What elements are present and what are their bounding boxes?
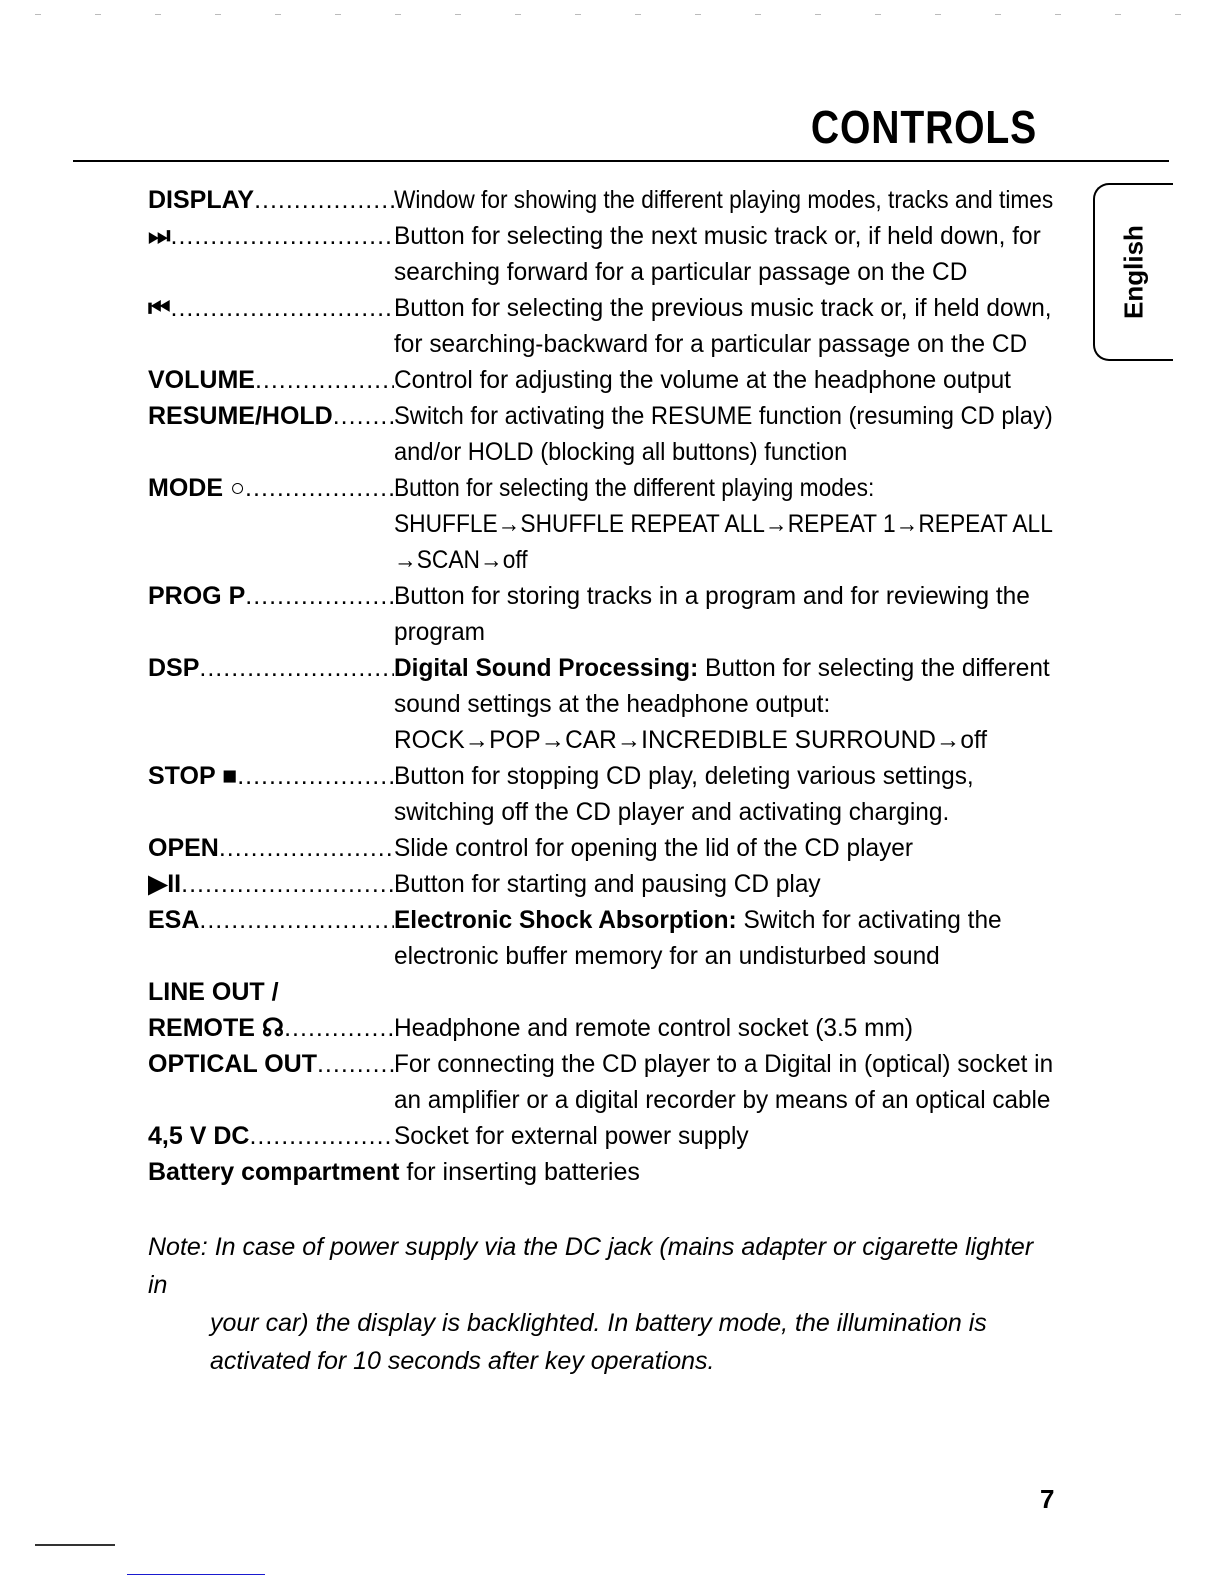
- control-description: [394, 650, 1068, 758]
- description-line: [394, 938, 1053, 974]
- control-term-label: OPTICAL OUT: [148, 1050, 317, 1078]
- control-description: [394, 290, 1068, 362]
- description-text: and/or HOLD (blocking all buttons) function: [394, 438, 848, 466]
- scan-artifact-line: [127, 1574, 265, 1575]
- control-term-label: DISPLAY: [148, 186, 255, 214]
- control-entry: [148, 866, 1068, 902]
- battery-description: for inserting batteries: [399, 1158, 640, 1186]
- dot-leader: [333, 398, 394, 470]
- control-description: [394, 830, 1068, 866]
- description-text: SHUFFLE→SHUFFLE REPEAT ALL→REPEAT 1→REPEAT ALL: [394, 510, 1053, 538]
- description-line: [394, 830, 1053, 866]
- control-term-label: MODE ○: [148, 474, 246, 502]
- dot-leader: [237, 758, 394, 830]
- previous-track-icon: ⏮: [148, 294, 171, 322]
- control-description: [394, 758, 1068, 830]
- description-line: [394, 434, 1053, 470]
- control-term: [148, 290, 394, 362]
- control-term: [148, 1010, 394, 1046]
- page-title: CONTROLS: [810, 101, 1037, 153]
- dot-leader: [171, 218, 394, 290]
- control-entry: [148, 398, 1068, 470]
- control-entry: [148, 1010, 1068, 1046]
- control-description: [394, 218, 1068, 290]
- control-entry: [148, 218, 1068, 290]
- description-text: Button for selecting the next music track or, if held down, for: [394, 222, 1041, 250]
- description-line: [394, 1118, 1053, 1154]
- description-line: [394, 578, 1053, 614]
- control-term-label: 4,5 V DC: [148, 1122, 250, 1150]
- control-description: [394, 578, 1068, 650]
- control-entry: [148, 758, 1068, 830]
- description-text: ROCK→POP→CAR→INCREDIBLE SURROUND→off: [394, 726, 988, 754]
- description-text: Button for selecting the different playing modes:: [394, 474, 875, 502]
- control-entry: [148, 290, 1068, 362]
- description-text: Switch for activating the RESUME function (resuming CD play): [394, 402, 1053, 430]
- description-line: [394, 470, 1053, 506]
- description-text: Window for showing the different playing modes, tracks and times: [394, 186, 1054, 214]
- description-text: Control for adjusting the volume at the headphone output: [394, 366, 1011, 394]
- description-text: an amplifier or a digital recorder by means of an optical cable: [394, 1086, 1051, 1114]
- next-track-icon: ⏭: [148, 222, 171, 250]
- dot-leader: [254, 182, 394, 218]
- play-pause-icon: ▶II: [148, 870, 182, 898]
- control-term-label: OPEN: [148, 834, 219, 862]
- description-bold-prefix: Electronic Shock Absorption:: [394, 906, 737, 934]
- description-text: [394, 978, 401, 1006]
- description-line: [394, 686, 1053, 722]
- description-text: electronic buffer memory for an undisturbed sound: [394, 942, 940, 970]
- control-entry: [148, 902, 1068, 974]
- description-line: [394, 254, 1053, 290]
- control-entry: [148, 182, 1068, 218]
- control-description: [394, 398, 1089, 470]
- control-term-label: DSP: [148, 654, 200, 682]
- description-text: switching off the CD player and activating charging.: [394, 798, 950, 826]
- control-term: [148, 650, 394, 758]
- description-text: Slide control for opening the lid of the CD player: [394, 834, 914, 862]
- description-text: Headphone and remote control socket (3.5 mm): [394, 1014, 914, 1042]
- note-label: Note:: [148, 1233, 208, 1261]
- dot-leader: [317, 1046, 394, 1118]
- control-entry: [148, 650, 1068, 758]
- control-term-label: PROG P: [148, 582, 246, 610]
- description-line: [394, 542, 1053, 578]
- control-description: [394, 974, 1068, 1010]
- description-line: [394, 506, 1053, 542]
- control-entry: [148, 362, 1068, 398]
- description-text: Socket for external power supply: [394, 1122, 749, 1150]
- description-text: program: [394, 618, 486, 646]
- note-line-3: activated for 10 seconds after key operations.: [210, 1347, 715, 1375]
- control-entry: [148, 830, 1068, 866]
- note-line-2: your car) the display is backlighted. In battery mode, the illumination is: [210, 1309, 987, 1337]
- description-text: Button for starting and pausing CD play: [394, 870, 821, 898]
- description-line: [394, 1010, 1053, 1046]
- description-line: [394, 974, 1053, 1010]
- battery-compartment-entry: [148, 1154, 1068, 1190]
- control-term: [148, 1046, 394, 1118]
- control-description: [394, 470, 1118, 578]
- control-term: [148, 902, 394, 974]
- description-line: [394, 1082, 1053, 1118]
- dot-leader: [199, 650, 394, 758]
- dot-leader: [181, 866, 394, 902]
- battery-term: Battery compartment: [148, 1158, 400, 1186]
- dot-leader: [249, 1118, 394, 1154]
- description-text: Switch for activating the: [736, 906, 1002, 934]
- description-line: [394, 866, 1053, 902]
- control-description: [394, 1046, 1072, 1118]
- control-term: [148, 1118, 394, 1154]
- language-tab-label: English: [1118, 225, 1149, 319]
- description-line: [394, 614, 1053, 650]
- dot-leader: [284, 1010, 394, 1046]
- control-description: [394, 1118, 1068, 1154]
- control-description: [394, 866, 1068, 902]
- dot-leader: [245, 470, 394, 578]
- control-term: [148, 830, 394, 866]
- description-bold-prefix: Digital Sound Processing:: [394, 654, 699, 682]
- description-line: [394, 1046, 1053, 1082]
- control-description: [394, 1010, 1068, 1046]
- page-number: 7: [1040, 1484, 1055, 1514]
- description-line: [394, 794, 1053, 830]
- control-entry: [148, 1118, 1068, 1154]
- scan-artifact-top: [35, 14, 1185, 15]
- control-description: [394, 362, 1068, 398]
- control-term: [148, 470, 394, 578]
- control-description: [394, 182, 1120, 218]
- description-line: [394, 902, 1053, 938]
- control-term: [148, 398, 394, 470]
- scan-artifact-bottom: [35, 1544, 115, 1546]
- description-line: [394, 722, 1053, 758]
- description-text: for searching-backward for a particular passage on the CD: [394, 330, 1028, 358]
- description-line: [394, 362, 1053, 398]
- description-line: [394, 758, 1053, 794]
- description-line: [394, 290, 1053, 326]
- control-term: [148, 362, 394, 398]
- control-term: [148, 578, 394, 650]
- control-term-label: ESA: [148, 906, 200, 934]
- description-line: [394, 650, 1053, 686]
- title-rule: [73, 160, 1169, 162]
- dot-leader: [219, 830, 394, 866]
- dot-leader: [255, 362, 394, 398]
- control-term: [148, 218, 394, 290]
- dot-leader: [199, 902, 394, 974]
- control-term: [148, 182, 394, 218]
- description-text: Button for storing tracks in a program and for reviewing the: [394, 582, 1030, 610]
- description-line: [394, 182, 1053, 218]
- control-term-label: REMOTE ☊: [148, 1014, 285, 1042]
- control-term-label: STOP ■: [148, 762, 238, 790]
- dot-leader: [245, 578, 394, 650]
- description-text: →SCAN→off: [394, 546, 528, 574]
- control-description: [394, 902, 1068, 974]
- controls-list: [148, 182, 1068, 1190]
- control-term-label: RESUME/HOLD: [148, 402, 333, 430]
- control-term: [148, 758, 394, 830]
- description-line: [394, 326, 1053, 362]
- control-term-label: LINE OUT /: [148, 978, 279, 1006]
- description-line: [394, 398, 1053, 434]
- description-text: searching forward for a particular passage on the CD: [394, 258, 968, 286]
- control-term: [148, 974, 394, 1010]
- control-entry: [148, 1046, 1068, 1118]
- description-text: Button for selecting the previous music track or, if held down,: [394, 294, 1052, 322]
- description-line: [394, 218, 1053, 254]
- control-entry: [148, 974, 1068, 1010]
- description-text: Button for stopping CD play, deleting various settings,: [394, 762, 974, 790]
- note-line-1: In case of power supply via the DC jack (mains adapter or cigarette lighter in: [148, 1233, 1034, 1299]
- note: [148, 1228, 1048, 1380]
- control-entry: [148, 470, 1068, 578]
- description-text: Button for selecting the different: [698, 654, 1050, 682]
- control-entry: [148, 578, 1068, 650]
- dot-leader: [171, 290, 394, 362]
- description-text: For connecting the CD player to a Digital in (optical) socket in: [394, 1050, 1054, 1078]
- control-term-label: VOLUME: [148, 366, 255, 394]
- description-text: sound settings at the headphone output:: [394, 690, 831, 718]
- control-term: [148, 866, 394, 902]
